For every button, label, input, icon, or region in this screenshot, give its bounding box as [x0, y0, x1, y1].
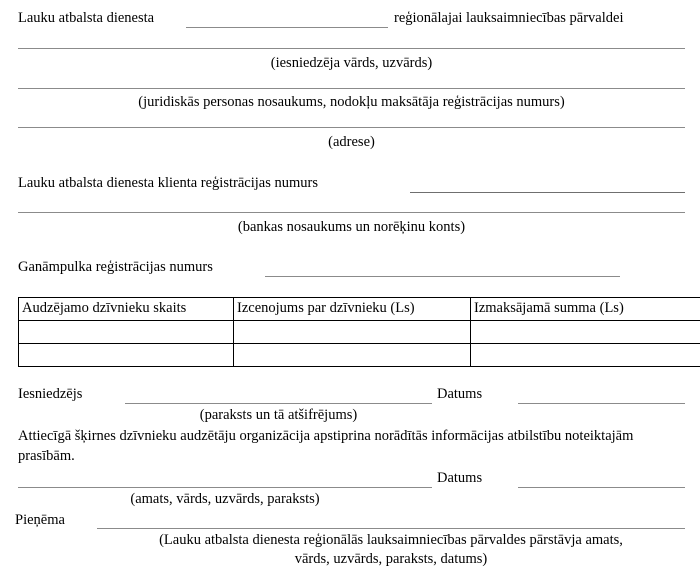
herd-registration-blank-line[interactable] [265, 276, 620, 277]
table-cell-price-row2[interactable] [234, 344, 471, 367]
herd-registration-label: Ganāmpulka reģistrācijas numurs [18, 259, 213, 275]
region-name-blank-line[interactable] [186, 27, 388, 28]
applicant-name-caption: (iesniedzēja vārds, uzvārds) [270, 55, 433, 71]
client-registration-label: Lauku atbalsta dienesta klienta reģistrācijas numurs [18, 175, 318, 191]
statement-date-label: Datums [437, 470, 483, 486]
header-line-suffix: reģionālajai lauksaimniecības pārvaldei [394, 10, 624, 26]
table-header-cell-total: Izmaksājamā summa (Ls) [471, 298, 700, 321]
statement-position-caption: (amats, vārds, uzvārds, paraksts) [130, 491, 320, 507]
table-header-row [19, 298, 700, 321]
bank-account-blank-line[interactable] [18, 212, 685, 213]
table-cell-total-row1[interactable] [471, 321, 700, 344]
statement-date-blank-line[interactable] [518, 487, 685, 488]
table-row[interactable] [19, 321, 700, 344]
legal-entity-blank-line[interactable] [18, 88, 685, 89]
organization-statement-text: Attiecīgā šķirnes dzīvnieku audzētāju organizācija apstiprina norādītās informācijas atbilstību noteiktajām prasībām. [18, 428, 634, 464]
table-header-cell-count: Audzējamo dzīvnieku skaits [19, 298, 234, 321]
submitter-date-label: Datums [437, 386, 483, 402]
table-row[interactable] [19, 344, 700, 367]
animals-table [18, 297, 700, 367]
table-cell-count-row2[interactable] [19, 344, 234, 367]
receiver-blank-line[interactable] [97, 528, 685, 529]
header-line-prefix: Lauku atbalsta dienesta [18, 10, 155, 26]
table-cell-price-row1[interactable] [234, 321, 471, 344]
receiver-caption-line1: (Lauku atbalsta dienesta reģionālās lauksaimniecības pārvaldes pārstāvja amats, [159, 532, 623, 548]
table-cell-count-row1[interactable] [19, 321, 234, 344]
submitter-date-blank-line[interactable] [518, 403, 685, 404]
submitter-signature-blank-line[interactable] [125, 403, 432, 404]
address-blank-line[interactable] [18, 127, 685, 128]
client-registration-blank-line[interactable] [410, 192, 685, 193]
legal-entity-caption: (juridiskās personas nosaukums, nodokļu maksātāja reģistrācijas numurs) [138, 94, 565, 110]
table-cell-total-row2[interactable] [471, 344, 700, 367]
address-caption: (adrese) [328, 134, 375, 150]
applicant-name-blank-line[interactable] [18, 48, 685, 49]
table-header-cell-price: Izcenojums par dzīvnieku (Ls) [234, 298, 471, 321]
submitter-signature-caption: (paraksts un tā atšifrējums) [199, 407, 358, 423]
statement-position-blank-line[interactable] [18, 487, 432, 488]
receiver-caption-line2: vārds, uzvārds, paraksts, datums) [294, 551, 488, 567]
submitter-label: Iesniedzējs [18, 386, 83, 402]
receiver-label: Pieņēma [15, 512, 65, 528]
bank-account-caption: (bankas nosaukums un norēķinu konts) [237, 219, 466, 235]
